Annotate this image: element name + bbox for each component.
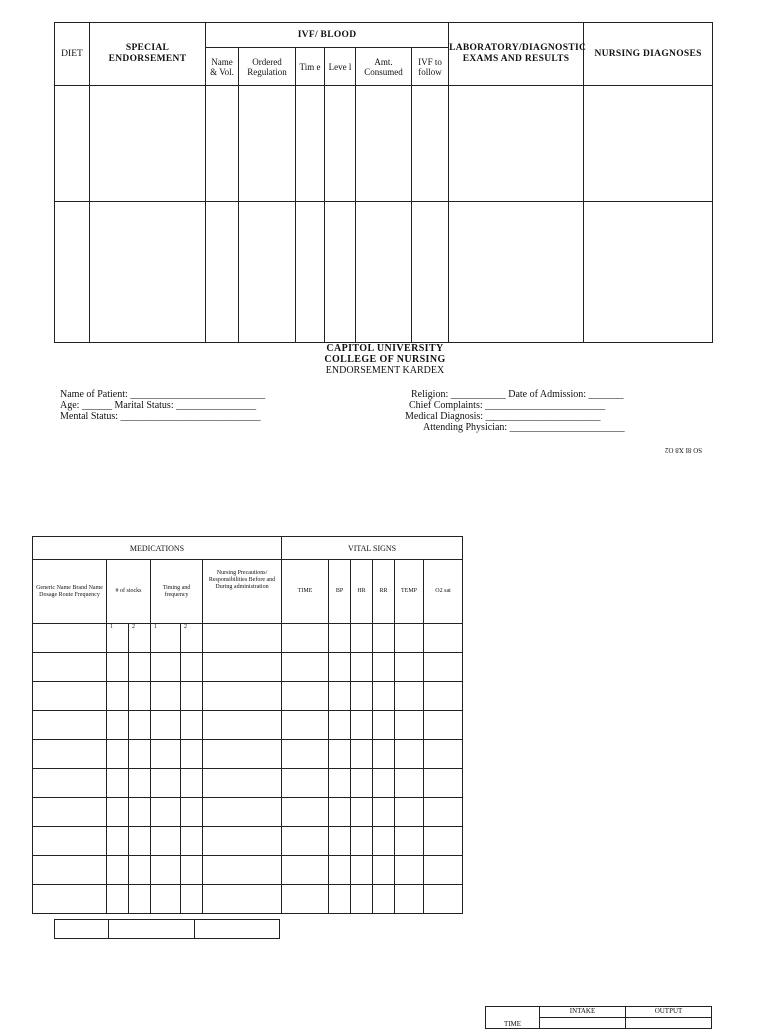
medication-row xyxy=(33,856,463,885)
vital-cell[interactable] xyxy=(282,856,329,885)
medical-diagnosis-field[interactable]: Medical Diagnosis: _______________________ xyxy=(405,411,601,422)
vital-cell[interactable] xyxy=(351,827,373,856)
vital-hr-header: HR xyxy=(351,560,373,624)
med-cell[interactable] xyxy=(203,769,282,798)
io-output-header: OUTPUT xyxy=(626,1007,712,1018)
footer-cell[interactable] xyxy=(55,920,109,939)
vital-cell[interactable] xyxy=(282,769,329,798)
kardex-cell[interactable] xyxy=(584,202,713,343)
med-cell[interactable] xyxy=(129,856,151,885)
special-endorsement-header: SPECIAL ENDORSEMENT xyxy=(90,23,206,86)
ivf-to-follow-header: IVF to follow xyxy=(412,48,449,86)
ivf-amount-consumed-header: Amt. Consumed xyxy=(356,48,412,86)
ivf-blood-header: IVF/ BLOOD xyxy=(206,23,449,48)
med-cell[interactable] xyxy=(203,798,282,827)
nursing-diagnoses-header: NURSING DIAGNOSES xyxy=(584,23,713,86)
med-cell[interactable] xyxy=(181,711,203,740)
med-cell[interactable] xyxy=(107,740,129,769)
vital-cell[interactable] xyxy=(329,827,351,856)
med-cell[interactable] xyxy=(151,827,181,856)
age-marital-field[interactable]: Age: ______ Marital Status: ________________ xyxy=(60,400,257,411)
med-cell[interactable] xyxy=(151,682,181,711)
kardex-cell[interactable] xyxy=(206,86,239,202)
vital-cell[interactable] xyxy=(424,624,463,653)
med-cell[interactable] xyxy=(151,711,181,740)
kardex-cell[interactable] xyxy=(449,86,584,202)
patient-info-left xyxy=(60,389,265,422)
vital-cell[interactable] xyxy=(329,682,351,711)
kardex-cell[interactable] xyxy=(325,86,356,202)
intake-output-table xyxy=(485,1006,712,1029)
med-cell[interactable] xyxy=(181,827,203,856)
patient-name-field[interactable]: Name of Patient: ___________________________ xyxy=(60,389,266,400)
vital-cell[interactable] xyxy=(424,856,463,885)
ivf-name-vol-header: Name & Vol. xyxy=(206,48,239,86)
med-cell[interactable] xyxy=(33,740,107,769)
med-cell[interactable] xyxy=(33,885,107,914)
vital-cell[interactable] xyxy=(373,827,395,856)
med-cell[interactable] xyxy=(181,769,203,798)
io-cell[interactable] xyxy=(540,1018,626,1029)
vital-cell[interactable] xyxy=(329,769,351,798)
vital-cell[interactable] xyxy=(424,682,463,711)
vital-cell[interactable] xyxy=(424,740,463,769)
kardex-cell[interactable] xyxy=(206,202,239,343)
med-cell[interactable] xyxy=(151,740,181,769)
vital-cell[interactable] xyxy=(395,682,424,711)
vital-cell[interactable] xyxy=(282,682,329,711)
med-cell[interactable] xyxy=(129,885,151,914)
med-cell[interactable] xyxy=(203,856,282,885)
kardex-cell[interactable] xyxy=(356,86,412,202)
medication-rows xyxy=(33,653,463,914)
med-cell[interactable] xyxy=(129,653,151,682)
med-cell[interactable] xyxy=(203,740,282,769)
vital-cell[interactable] xyxy=(373,653,395,682)
vital-cell[interactable] xyxy=(373,885,395,914)
vital-cell[interactable] xyxy=(373,624,395,653)
medication-row xyxy=(33,827,463,856)
vital-cell[interactable] xyxy=(424,653,463,682)
vital-cell[interactable] xyxy=(424,711,463,740)
vital-cell[interactable] xyxy=(395,885,424,914)
timing-column-header: Timing and frequency xyxy=(151,560,203,624)
kardex-cell[interactable] xyxy=(239,86,296,202)
kardex-cell[interactable] xyxy=(296,86,325,202)
med-cell[interactable] xyxy=(129,711,151,740)
med-cell[interactable] xyxy=(203,885,282,914)
med-cell[interactable] xyxy=(151,798,181,827)
med-cell[interactable] xyxy=(33,827,107,856)
laboratory-header: LABORATORY/DIAGNOSTIC EXAMS AND RESULTS xyxy=(449,23,584,86)
form-title-block xyxy=(230,343,540,376)
med-cell[interactable] xyxy=(107,769,129,798)
med-cell[interactable] xyxy=(203,827,282,856)
med-cell[interactable] xyxy=(33,711,107,740)
kardex-cell[interactable] xyxy=(584,86,713,202)
vital-cell[interactable] xyxy=(373,740,395,769)
vital-cell[interactable] xyxy=(395,798,424,827)
med-cell[interactable] xyxy=(107,798,129,827)
med-cell[interactable] xyxy=(203,682,282,711)
kardex-cell[interactable] xyxy=(90,86,206,202)
vital-cell[interactable] xyxy=(373,769,395,798)
vital-cell[interactable] xyxy=(351,653,373,682)
kardex-cell[interactable] xyxy=(239,202,296,343)
med-cell[interactable] xyxy=(151,885,181,914)
med-cell[interactable] xyxy=(33,682,107,711)
ivf-time-header: Tim e xyxy=(296,48,325,86)
medication-row xyxy=(33,798,463,827)
vital-cell[interactable] xyxy=(329,624,351,653)
vital-cell[interactable] xyxy=(424,885,463,914)
vital-cell[interactable] xyxy=(424,769,463,798)
med-cell[interactable] xyxy=(107,711,129,740)
medication-row xyxy=(33,711,463,740)
diet-header: DIET xyxy=(55,23,90,86)
drug-column-header: Generic Name Brand Name Dosage Route Frequency xyxy=(33,560,107,624)
med-cell[interactable] xyxy=(203,711,282,740)
kardex-cell[interactable] xyxy=(356,202,412,343)
stock-number-2: 2 xyxy=(129,624,151,653)
med-cell[interactable] xyxy=(203,624,282,653)
vital-cell[interactable] xyxy=(351,711,373,740)
vital-cell[interactable] xyxy=(351,885,373,914)
med-cell[interactable] xyxy=(129,769,151,798)
vital-cell[interactable] xyxy=(282,624,329,653)
vital-cell[interactable] xyxy=(373,711,395,740)
kardex-cell[interactable] xyxy=(55,86,90,202)
vital-cell[interactable] xyxy=(282,653,329,682)
vital-cell[interactable] xyxy=(395,740,424,769)
form-code: SO 8I X8 O2 xyxy=(665,446,703,454)
vital-cell[interactable] xyxy=(373,856,395,885)
vital-cell[interactable] xyxy=(329,711,351,740)
medications-header: MEDICATIONS xyxy=(33,537,282,560)
med-cell[interactable] xyxy=(33,856,107,885)
vital-cell[interactable] xyxy=(329,856,351,885)
vital-time-header: TIME xyxy=(282,560,329,624)
kardex-cell[interactable] xyxy=(412,202,449,343)
vital-cell[interactable] xyxy=(351,769,373,798)
form-name: ENDORSEMENT KARDEX xyxy=(325,365,445,376)
stock-number-1: 1 xyxy=(107,624,129,653)
vital-cell[interactable] xyxy=(395,827,424,856)
vital-cell[interactable] xyxy=(395,769,424,798)
medication-row xyxy=(33,740,463,769)
vital-cell[interactable] xyxy=(329,740,351,769)
footer-cell[interactable] xyxy=(195,920,280,939)
vital-cell[interactable] xyxy=(395,711,424,740)
vital-cell[interactable] xyxy=(351,856,373,885)
vital-cell[interactable] xyxy=(351,682,373,711)
medications-vitals-table xyxy=(32,536,463,914)
timing-number-1: 1 xyxy=(151,624,181,653)
vital-cell[interactable] xyxy=(282,827,329,856)
vital-rr-header: RR xyxy=(373,560,395,624)
footer-cell[interactable] xyxy=(109,920,195,939)
med-cell[interactable] xyxy=(33,769,107,798)
attending-physician-field[interactable]: Attending Physician: _______________________ xyxy=(423,422,625,433)
vital-cell[interactable] xyxy=(424,827,463,856)
med-cell[interactable] xyxy=(107,682,129,711)
medication-row xyxy=(33,624,463,653)
vital-cell[interactable] xyxy=(351,624,373,653)
med-cell[interactable] xyxy=(181,856,203,885)
chief-complaints-field[interactable]: Chief Complaints: ________________________ xyxy=(409,400,606,411)
vital-o2-header: O2 sat xyxy=(424,560,463,624)
vital-bp-header: BP xyxy=(329,560,351,624)
patient-info-right xyxy=(395,389,625,433)
vital-cell[interactable] xyxy=(373,682,395,711)
kardex-table xyxy=(54,22,713,343)
med-cell[interactable] xyxy=(129,798,151,827)
vital-cell[interactable] xyxy=(282,711,329,740)
college-name: COLLEGE OF NURSING xyxy=(324,354,446,365)
timing-number-2: 2 xyxy=(181,624,203,653)
medication-row xyxy=(33,682,463,711)
vital-cell[interactable] xyxy=(329,653,351,682)
vital-cell[interactable] xyxy=(282,798,329,827)
ivf-ordered-regulation-header: Ordered Regulation xyxy=(239,48,296,86)
ivf-level-header: Leve l xyxy=(325,48,356,86)
med-cell[interactable] xyxy=(107,653,129,682)
io-time-header: TIME xyxy=(486,1007,540,1029)
footer-row xyxy=(55,920,280,939)
med-cell[interactable] xyxy=(203,653,282,682)
med-cell[interactable] xyxy=(129,682,151,711)
kardex-cell[interactable] xyxy=(55,202,90,343)
io-intake-header: INTAKE xyxy=(540,1007,626,1018)
vital-cell[interactable] xyxy=(395,624,424,653)
med-cell[interactable] xyxy=(107,827,129,856)
med-cell[interactable] xyxy=(33,624,107,653)
med-cell[interactable] xyxy=(181,885,203,914)
med-cell[interactable] xyxy=(107,885,129,914)
vital-cell[interactable] xyxy=(395,653,424,682)
kardex-cell[interactable] xyxy=(90,202,206,343)
mental-status-field[interactable]: Mental Status: ____________________________ xyxy=(60,411,261,422)
io-cell[interactable] xyxy=(626,1018,712,1029)
vital-cell[interactable] xyxy=(351,740,373,769)
med-cell[interactable] xyxy=(107,856,129,885)
medication-row xyxy=(33,769,463,798)
med-cell[interactable] xyxy=(181,798,203,827)
vital-signs-header: VITAL SIGNS xyxy=(282,537,463,560)
vital-cell[interactable] xyxy=(329,885,351,914)
med-cell[interactable] xyxy=(181,653,203,682)
vital-cell[interactable] xyxy=(424,798,463,827)
kardex-cell[interactable] xyxy=(325,202,356,343)
religion-admission-field[interactable]: Religion: ___________ Date of Admission: _______ xyxy=(411,389,624,400)
kardex-row xyxy=(55,86,713,202)
med-cell[interactable] xyxy=(181,682,203,711)
med-cell[interactable] xyxy=(151,856,181,885)
university-name: CAPITOL UNIVERSITY xyxy=(326,343,444,354)
footer-table xyxy=(54,919,280,939)
stocks-column-header: # of stocks xyxy=(107,560,151,624)
vital-cell[interactable] xyxy=(282,885,329,914)
med-cell[interactable] xyxy=(129,827,151,856)
vital-cell[interactable] xyxy=(395,856,424,885)
vital-cell[interactable] xyxy=(282,740,329,769)
kardex-cell[interactable] xyxy=(296,202,325,343)
medication-row xyxy=(33,885,463,914)
med-cell[interactable] xyxy=(129,740,151,769)
vital-cell[interactable] xyxy=(351,798,373,827)
precautions-column-header: Nursing Precautions/ Responsibilities Before and During administration xyxy=(203,560,282,624)
med-cell[interactable] xyxy=(33,798,107,827)
vital-temp-header: TEMP xyxy=(395,560,424,624)
med-cell[interactable] xyxy=(181,740,203,769)
vital-cell[interactable] xyxy=(373,798,395,827)
kardex-row xyxy=(55,202,713,343)
medication-row xyxy=(33,653,463,682)
med-cell[interactable] xyxy=(151,653,181,682)
kardex-cell[interactable] xyxy=(412,86,449,202)
vital-cell[interactable] xyxy=(329,798,351,827)
kardex-cell[interactable] xyxy=(449,202,584,343)
med-cell[interactable] xyxy=(33,653,107,682)
med-cell[interactable] xyxy=(151,769,181,798)
